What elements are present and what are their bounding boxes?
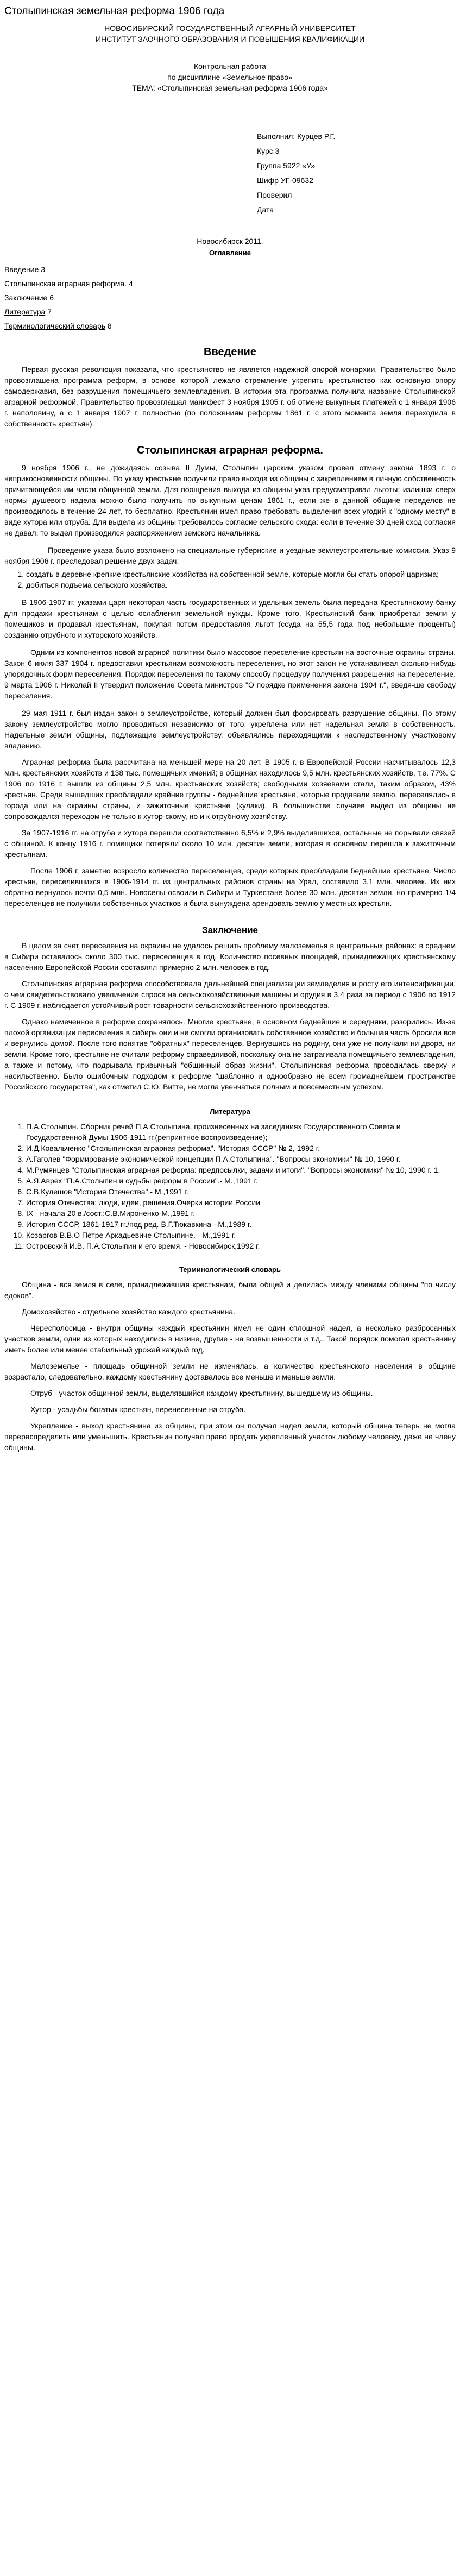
work-type: Контрольная работа [194, 62, 266, 71]
list-item: 1. П.А.Столыпин. Сборник речей П.А.Столыпина, произнесенных на заседаниях Государственного Совета и Государственной Думы 1906-1911 гг.(репринтное воспроизведение); [26, 1121, 456, 1143]
toc-link-reform[interactable]: Столыпинская аграрная реформа. [4, 279, 127, 288]
toc-page: 3 [41, 265, 46, 274]
list-item: 2. И.Д.Ковальченко "Столыпинская аграрная реформа". "История СССР" № 2, 1992 г. [26, 1143, 456, 1154]
reform-paragraph: В 1906-1907 гг. указами царя некоторая часть государственных и удельных земель была передана Крестьянскому банку для продажи крестьянам с целью ослабления земельной нужды. Кроме того, Крестьянский банк приобретал земли у помещиков и продавал крестьянам, покупая потом предоставляя льгот (ссуда на 55,5 года под небольшие проценты) созданию отрубного и хуторского хозяйств. [4, 598, 456, 639]
intro-paragraph: Первая русская революция показала, что крестьянство не является надежной опорой монархии. Правительство было провозглашена программа реформ, в основе которой лежало стремление укрепить крестьянство как основную опору самодержавия, без разрушения помещичьего землевладения. В истории эта программа получила название Столыпинской аграрной реформой. Правительство провозглашал манифест 3 ноября 1905 г. об отмене выкупных платежей с 1 января 1906 г. наполовину, а с 1 января 1907 г. полностью (по положениям реформы 1861 г. с этого момента земля переходила в собственность крестьян). [4, 365, 456, 428]
spacer [4, 641, 456, 647]
toc-item [4, 305, 456, 319]
spacer [4, 1318, 456, 1322]
list-item: 8. IX - начала 20 в./сост.:С.В.Мироненко-М.,1991 г. [26, 1208, 456, 1219]
spacer [4, 1302, 456, 1306]
list-item: 6. С.В.Кулешов "История Отечества".- М.,1991 г. [26, 1186, 456, 1197]
reform-paragraph: Одним из компонентов новой аграрной политики было массовое переселение крестьян на восточные окраины страны. Закон 6 июля 337 1904 г. предоставил крестьянам возможность переселения, но этот закон не устанавливал сколько-нибудь упорядочных форм переселения. Порядок переселения по такому способу процедуру получения разрешения на переселение. 9 марта 1906 г. Николай II утвердил положение Совета министров "О порядке применения закона 1904 г.", введя-ше свободу переселения. [4, 648, 456, 700]
spacer [4, 702, 456, 708]
glossary-entry: Домохозяйство - отдельное хозяйство каждого крестьянина. [22, 1307, 236, 1316]
toc-link-glossary[interactable]: Терминологический словарь [4, 322, 106, 330]
page-title: Столыпинская земельная реформа 1906 года [4, 5, 225, 17]
literature-list [4, 1121, 456, 1251]
list-item: 10. Козаргов В.В.О Петре Аркадьевиче Столыпине. - М.,1991 г. [26, 1230, 456, 1240]
list-item: 3. А.Гаголев "Формирование экономической концепции П.А.Столыпина". "Вопросы экономики" № 10, 1990 г. [26, 1154, 456, 1164]
literature-heading: Литература [210, 1107, 250, 1116]
toc-item [4, 276, 456, 291]
spacer [4, 1383, 456, 1388]
title-page [4, 23, 456, 93]
reform-paragraph: 29 мая 1911 г. был издан закон о землеустройстве, который должен был форсировать разрушение общины. По этому закону землеустройство могло проводиться независимо от того, укреплена или нет надельная земля в собственность. Надельные земли общины, подлежащие землеустройству, объявлялись переходящими к наследственному участковому владению. [4, 709, 456, 750]
spacer [4, 1356, 456, 1361]
list-item: 7. История Отечества: люди, идеи, решения.Очерки истории России [26, 1197, 456, 1208]
reform-heading: Столыпинская аграрная реформа. [137, 444, 323, 456]
author: Выполнил: Курцев Р.Г. [257, 132, 336, 141]
spacer [4, 217, 456, 236]
group: Группа 5922 «У» [257, 161, 316, 170]
list-item: 1. создать в деревне крепкие крестьянские хозяйства на собственной земле, которые могли бы стать опорой царизма; [26, 569, 456, 580]
student-code: Шифр УГ-09632 [257, 176, 313, 185]
conclusion-heading: Заключение [202, 925, 258, 935]
spacer [4, 1416, 456, 1420]
university-name: НОВОСИБИРСКИЙ ГОСУДАРСТВЕННЫЙ АГРАРНЫЙ УНИВЕРСИТЕТ [104, 24, 356, 33]
discipline: по дисциплине «Земельное право» [167, 73, 293, 81]
list-item: 2. добиться подъема сельского хозяйства. [26, 580, 456, 590]
date-label: Дата [257, 205, 274, 214]
conclusion-paragraph: Столыпинская аграрная реформа способствовала дальнейшей специализации земледелия и росту его интенсификации, о чем свидетельствовало увеличение спроса на сельскохозяйственные машины и орудия в 3,4 раза за период с 1906 по 1912 г. С 1909 г. наблюдается устойчивый рост товарности сельскохозяйственного производства. [4, 979, 456, 1010]
spacer [4, 93, 456, 129]
reform-paragraph: За 1907-1916 гг. на отруба и хутора перешли соответственно 6,5% и 2,9% выделившихся, остальные не порывали связей с общиной. К концу 1916 г. помещики потеряли около 10 млн. десятин земли, которая в основном перешла к зажиточным крестьянам. [4, 828, 456, 859]
toc-page: 7 [47, 307, 52, 316]
spacer [4, 861, 456, 865]
toc-link-conclusion[interactable]: Заключение [4, 293, 48, 302]
list-item: 5. А.Я.Аврех "П.А.Столыпин и судьбы реформ в России".- М.,1991 г. [26, 1175, 456, 1186]
toc-page: 4 [129, 279, 133, 288]
author-info [4, 129, 456, 217]
toc-link-literature[interactable]: Литература [4, 307, 46, 316]
glossary-entry: Община - вся земля в селе, принадлежавшая крестьянам, была общей и делилась между членами общины "по числу едоков". [4, 1280, 456, 1300]
toc-heading: Оглавление [209, 249, 251, 257]
glossary-entry: Хутор - усадьбы богатых крестьян, перенесенные на отруба. [30, 1405, 246, 1414]
spacer [4, 593, 456, 597]
reform-paragraph: Аграрная реформа была рассчитана на меньшей мере на 20 лет. В 1905 г. в Европейской России насчитывалось 12,3 млн. крестьянских хозяйств и 138 тыс. помещичьих имений; в общинах находилось 9,5 млн. крестьянских хозяйств, т.е. 77%. С 1906 по 1916 г. вышли из общины 2,5 млн. крестьянских хозяйств; свободными хозяевами стали, таким образом, 43% крестьян. Среди вышедших преобладали крайние группы - беднейшие крестьяне, которые продавали землю, переселялись в города или на окраины страны, и зажиточные крестьяне (кулаки). В большинстве случаев выдел из общины не сопровождался переходом не только к хутор-скому, но и к отрубному хозяйству. [4, 758, 456, 821]
toc-page: 6 [49, 293, 54, 302]
spacer [4, 823, 456, 827]
reform-paragraph: Проведение указа было возложено на специальные губернские и уездные землеустроительные комиссии. Указ 9 ноября 1906 г. преследовал решение двух задач: [4, 546, 456, 565]
glossary-entry: Отруб - участок общинной земли, выделявшийся каждому крестьянину, вышедшему из общины. [30, 1389, 373, 1397]
course: Курс 3 [257, 147, 280, 155]
glossary-heading: Терминологический словарь [179, 1265, 281, 1274]
reform-paragraph: После 1906 г. заметно возросло количество переселенцев, среди которых преобладали беднейшие крестьяне. Число крестьян, переселившихся в 1906-1914 гг. из центральных районов страны на Урал, составило 3,1 млн. человек. Их них обратно вернулось почти 0,5 млн. Новоселы освоили в Сибири и Туркестане более 30 млн. десятин земли, но примерно 1/4 переселенцев не получили собственных участков и была вынуждена арендовать землю у местных крестьян. [4, 866, 456, 908]
list-item: 11. Островский И.В. П.А.Столыпин и его время. - Новосибирск,1992 г. [26, 1240, 456, 1251]
checked-by: Проверил [257, 191, 292, 199]
spacer [4, 974, 456, 978]
glossary-entry: Чересполосица - внутри общины каждый крестьянин имел не один сплошной надел, а несколько разбросанных участков земли, одни из которых находились в низине, другие - на возвышенности и т.д.. Такой порядок помогал крестьянину иметь более или менее стабильный урожай каждый год. [4, 1324, 456, 1354]
table-of-contents [4, 262, 456, 333]
reform-tasks-list [4, 569, 456, 590]
spacer [4, 1400, 456, 1404]
reform-paragraph: 9 ноября 1906 г., не дожидаясь созыва II Думы, Столыпин царским указом провел отмену закона 1893 г. о неприкосновенности общины. По указу крестьяне получили право выхода из общины с закреплением в личную собственность причитающейся им части общинной земли. Для поощрения выхода из общины указ предусматривал льготы: излишки сверх нормы душевого надела можно было получить по выкупным ценам 1861 г., если же в данной общине переделов не производилось в течение 24 лет, то бесплатно. Крестьянин имел право требовать выделения всех угодий к "одному месту" в виде хутора или отруба. Для выдела из общины требовалось согласие сельского схода: если в течение 30 дней сход согласия не давал, то выдел производился распоряжением земского начальника. [4, 463, 456, 537]
toc-link-intro[interactable]: Введение [4, 265, 39, 274]
list-item: 9. История СССР, 1861-1917 гг./под ред. В.Г.Тюкавкина - М.,1989 г. [26, 1219, 456, 1230]
intro-heading: Введение [204, 346, 256, 358]
spacer [4, 45, 456, 61]
conclusion-paragraph: В целом за счет переселения на окраины не удалось решить проблему малоземелья в центральных районах: в среднем в Сибири оставалось около 300 тыс. переселенцев в год. Количество посевных площадей, принадлежащих крестьянскому населению Европейской России составлял примерно 2 млн. человек в год. [4, 941, 456, 972]
spacer [4, 1012, 456, 1016]
topic: ТЕМА: «Столыпинская земельная реформа 1906 года» [132, 84, 328, 92]
conclusion-paragraph: Однако намеченное в реформе сохранялось. Многие крестьяне, в основном беднейшие и середняки, разорились. Из-за плохой организации переселения в сибирь они и не смогли организовать собственное хозяйство и большая часть бросили все и вернулись домой. После того понятие "обратных" переселенцев. Вернувшись на родину, они уже не получали ни двора, ни земли. Кроме того, крестьяне не считали реформу справедливой, поскольку она не затрагивала помещичьего землевладения, а также и потому, что подрывала привычный "общинный образ жизни". Столыпинская реформа проводилась сверху и насильственно. Было ошибочным подходом к реформе "шаблонно и однообразно не всем громаднейшем пространстве Российского государства", как отметил С.Ю. Витте, не могла увенчаться полным и повсеместным успехом. [4, 1017, 456, 1091]
toc-item [4, 291, 456, 305]
city-year: Новосибирск 2011. [197, 237, 263, 245]
spacer [4, 752, 456, 757]
list-item: 4. М.Румянцев "Столыпинская аграрная реформа: предпосылки, задачи и итоги". "Вопросы экономики" № 10, 1990 г. 1. [26, 1164, 456, 1175]
toc-item [4, 319, 456, 333]
institute-name: ИНСТИТУТ ЗАОЧНОГО ОБРАЗОВАНИЯ И ПОВЫШЕНИЯ КВАЛИФИКАЦИИ [95, 35, 365, 43]
glossary-entry: Укрепление - выход крестьянина из общины, при этом он получал надел земли, который община теперь не могла перераспределить или уменьшить. Крестьянин получал право продать укрепленный участок любому человеку, даже не члену общины. [4, 1421, 456, 1452]
glossary-entry: Малоземелье - площадь общинной земли не изменялась, а количество крестьянского населения в общине возрастало, следовательно, каждому крестьянину доставалось все меньше и меньше земли. [4, 1362, 456, 1381]
spacer [4, 539, 456, 545]
toc-page: 8 [107, 322, 112, 330]
toc-item [4, 262, 456, 276]
